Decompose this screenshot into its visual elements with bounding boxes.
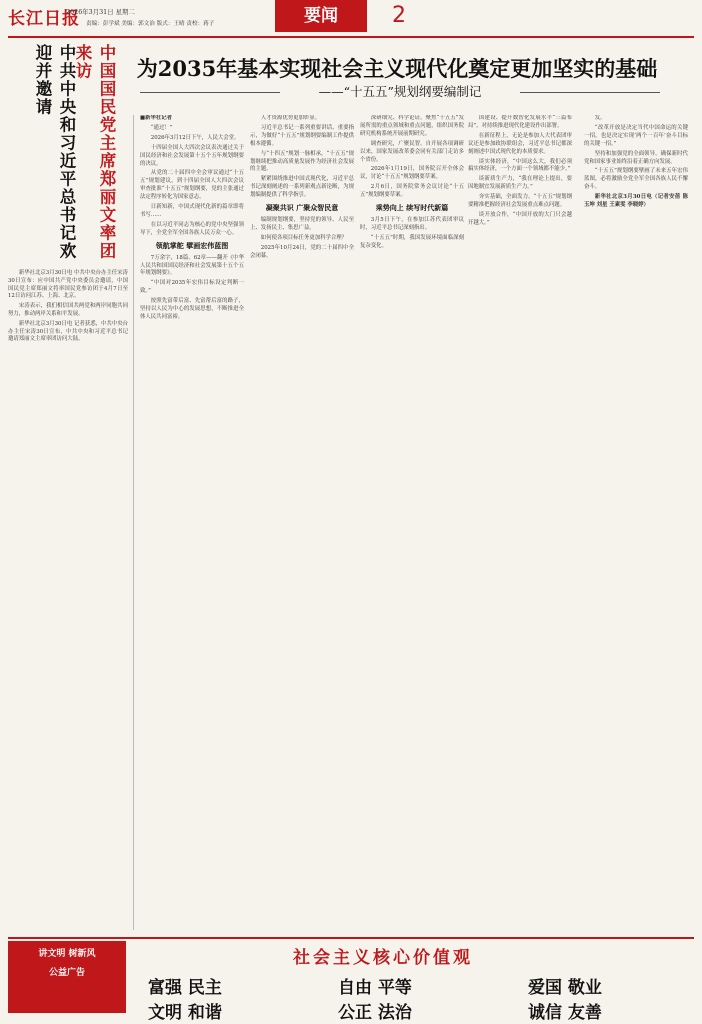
paragraph: 日新知新，中国式现代化新的篇章即将书写…… (140, 204, 244, 218)
paragraph: 7万余字，18篇、62章——翻开《中华人民共和国国民经济和社会发展第十五个五年规划纲要》。 (140, 254, 244, 277)
paragraph: 发。 (594, 115, 606, 121)
paragraph: 从党的二十届四中全会审议通过“十五五”规划建议，到十四届全国人大四次会议审查批准“十五五”规划纲要，党的主张通过法定程序转化为国家意志。 (140, 170, 244, 201)
article-column-5 (584, 115, 688, 930)
core-values-group: 爱国 敬业 诚信 友善 (528, 978, 602, 1023)
section-badge: 要闻 (275, 0, 367, 32)
paragraph: 在以习近平同志为核心的党中央坚强领导下，全党全军全国各族人民万众一心。 (140, 221, 244, 236)
core-values-group: 富强 民主 文明 和谐 (148, 978, 222, 1023)
editor-credits: 责编：彭学斌 美编：郭文治 版式：王晴 责校：蒋子 (86, 21, 215, 27)
subtitle-rule-left (140, 92, 280, 93)
paragraph: 国建设、提升数智化发展水平“三篇布局”，对持续推进现代化建设作出部署。 (468, 115, 572, 129)
section-heading: 乘势向上 续写时代新篇 (375, 203, 449, 213)
left-headline-line1: 中国国民党主席郑丽文率团来访 (73, 44, 116, 260)
paragraph: 2026年3月12日下午，人民大会堂。 (150, 134, 240, 141)
paragraph: 调查研究，广聚民智。自开展各项调研以来，国家发展改革委会同有关部门走访多个省份。 (360, 140, 464, 163)
newspaper-logo: 长江日报 (8, 9, 80, 29)
paragraph: 2月6日，国务院常务会议讨论“十五五”规划纲要草案。 (360, 184, 464, 199)
banner-badge-line1: 讲文明 树新风 (38, 949, 96, 959)
paragraph: “十五五”规划纲要擘画了未来五年宏伟蓝图，必将激励全党全军全国各族人民不懈奋斗。 (584, 168, 688, 191)
paragraph: “十五五”时期，我国发展环境面临深刻复杂变化。 (360, 234, 464, 249)
paragraph: 夯实基础，全面发力。“十五五”规划纲要精准把握经济社会发展重点难点问题。 (468, 194, 572, 209)
left-paragraph: 新华社北京3月30日电 中共中央台办主任宋涛30日宣布：应中国共产党中央委员会邀请，中国国民党主席郑丽文将率国民党参访团于4月7日至12日访问江苏、上海、北京。 (8, 270, 128, 300)
page-number: 2 (392, 3, 406, 28)
column-divider (133, 115, 134, 930)
left-paragraph: 宋涛表示，我们相信国共两党和两岸同胞共同努力，推动两岸关系和平发展。 (8, 303, 128, 317)
paragraph: 谈开放合作，“中国开放的大门只会越开越大。” (468, 211, 572, 226)
section-heading: 凝聚共识 广聚众智民意 (265, 203, 339, 213)
banner-badge (8, 941, 126, 1013)
byline: ■新华社记者 (140, 115, 173, 121)
left-paragraph: 新华社北京3月30日电 记者获悉，中共中央台办主任宋涛30日宣布，中共中央和习近平总书记邀请郑丽文主席率团访问大陆。 (8, 320, 128, 343)
main-headline: 为2035年基本实现社会主义现代化奠定更加坚实的基础 (136, 56, 658, 81)
paragraph: 2025年10月24日，党的二十届四中全会闭幕。 (250, 244, 354, 259)
paragraph: 谈实体经济，“中国这么大，我们必须搞实体经济，一个方面一个领域都不能少。” (468, 158, 572, 173)
public-service-banner (8, 937, 694, 1021)
core-values-group: 自由 平等 公正 法治 (338, 978, 412, 1023)
banner-badge-line2: 公益广告 (48, 968, 85, 978)
paragraph: 谈新质生产力，“我在理论上提出，要因地制宜发展新质生产力。” (468, 176, 572, 191)
core-values-list (148, 973, 688, 1023)
article-column-4 (468, 115, 572, 930)
paragraph: “通过！” (150, 124, 173, 131)
paragraph: 2026年1月19日，国务院召开全体会议，讨论“十五五”规划纲要草案。 (360, 166, 464, 181)
dateline-credit: 新华社北京3月30日电（记者安蓓 陈玉坤 刘星 王素雯 李晓婷） (584, 194, 688, 209)
article-column-1 (140, 115, 244, 930)
masthead-rule (8, 36, 694, 38)
paragraph: 坚持和加强党的全面领导，确保新时代党和国家事业始终沿着正确方向发展。 (584, 150, 688, 165)
left-headline (8, 44, 118, 264)
article-column-2 (250, 115, 354, 930)
paragraph: 十四届全国人大四次会议表决通过关于国民经济和社会发展第十五个五年规划纲要的决议。 (140, 144, 244, 167)
paragraph: 按照先富带后富、先富帮后富的路子，坚持以人民为中心的发展思想，不断推进全体人民共同富裕。 (140, 298, 244, 320)
section-heading: 领航掌舵 擘画宏伟蓝图 (155, 240, 229, 250)
article-column-3 (360, 115, 464, 930)
paragraph: 深研细究、科学论证。聚焦“十五五”发展所需的重点领域和重点问题，组织国务院研究机构系统开展前期研究。 (360, 115, 464, 137)
paragraph: 如何使各项目标任务更加科学合理？ (260, 234, 348, 241)
paragraph: “改革开放是决定当代中国命运的关键一招，也是决定实现‘两个一百年’奋斗目标的关键一招。” (584, 124, 688, 147)
paragraph: 与“十四五”规划一脉相承，“十五五”规划继续把推动高质量发展作为经济社会发展的主题。 (250, 150, 354, 173)
issue-date: 2026年3月31日 星期二 (66, 8, 135, 16)
left-headline-line2: 中共中央和习近平总书记欢迎并邀请 (33, 44, 76, 260)
banner-title: 社会主义核心价值观 (293, 948, 473, 968)
sub-headline: ——“十五五”规划纲要编制记 (318, 84, 482, 99)
paragraph: 人才资源优势更加彰显。 (260, 115, 321, 121)
paragraph: 习近平总书记一系列重要讲话、重要指示，为做好“十五五”规划纲要编制工作提供根本遵循。 (250, 124, 354, 147)
subtitle-rule-right (520, 92, 660, 93)
left-article-body (8, 270, 128, 346)
paragraph: 紧紧围绕推进中国式现代化，习近平总书记深刻阐述的一系列新观点新论断，为规划编制提供了科学指引。 (250, 176, 354, 199)
paragraph: 编制规划纲要，坚持党的领导、人民至上、发扬民主、集思广益。 (250, 216, 354, 231)
masthead (0, 0, 702, 38)
paragraph: “中国对2035年宏伟目标设定判断一致。” (140, 280, 244, 295)
paragraph: 在新征程上，无论是参加人大代表团审议还是参加政协联组会，习近平总书记都深刻阐述中国式现代化的本质要求。 (468, 132, 572, 155)
paragraph: 3月5日下午，在参加江苏代表团审议时，习近平总书记深刻指出。 (360, 216, 464, 231)
